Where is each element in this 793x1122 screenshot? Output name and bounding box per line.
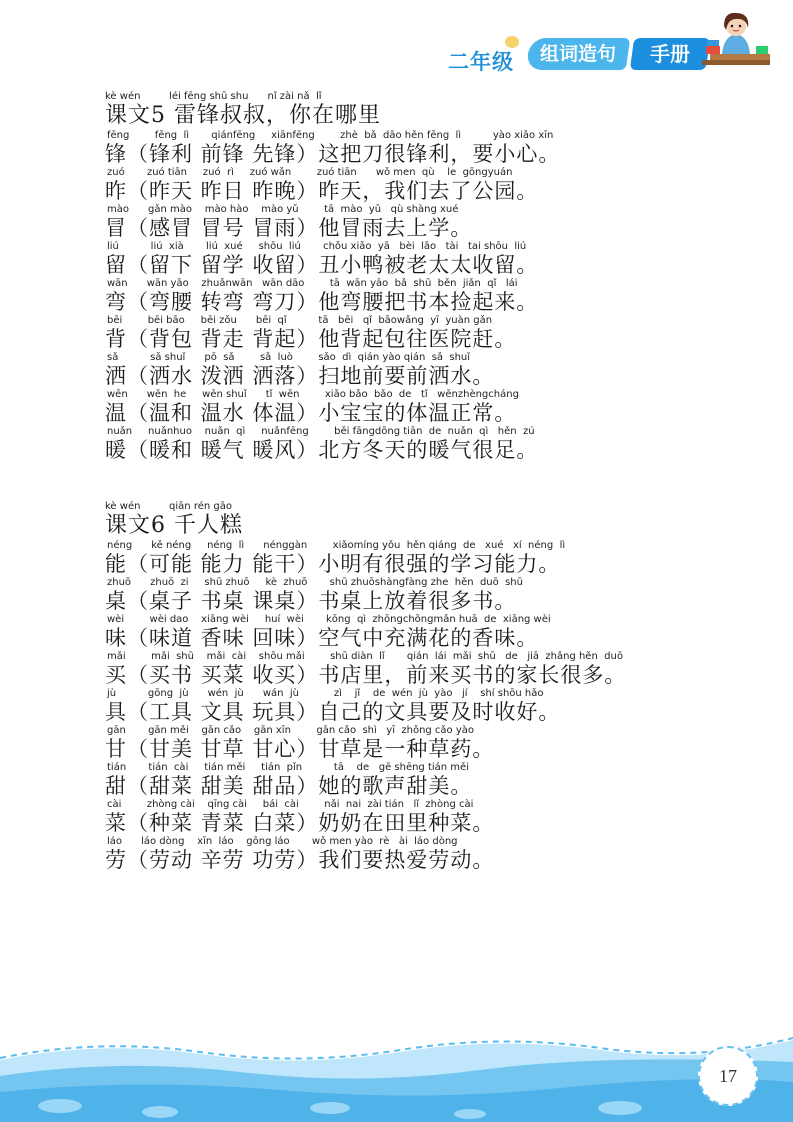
word-entry (105, 240, 745, 277)
entry-pinyin: tián tián cài tián měi tián pǐn tā de gē shēng tián měi (107, 762, 469, 773)
book-title-word: 组词造句 (539, 43, 616, 65)
entry-pinyin: fēng fēng lì qiánfēng xiānfēng zhè bǎ dāo hěn fēng lì yào xiǎo xīn (107, 130, 554, 141)
teacher-illustration-icon (700, 10, 772, 74)
entry-text: 弯（弯腰 转弯 弯刀）他弯腰把书本捡起来。 (105, 290, 539, 314)
entry-pinyin: mào gǎn mào mào hào mào yǔ tā mào yǔ qù shàng xué (107, 204, 459, 215)
word-entry (105, 166, 745, 203)
word-entry (105, 724, 745, 761)
decoration-dot (505, 36, 519, 48)
entry-text: 背（背包 背走 背起）他背起包往医院赶。 (105, 327, 517, 351)
entry-pinyin: wēn wēn he wēn shuǐ tǐ wēn xiǎo bǎo bǎo de tǐ wēnzhèngcháng (107, 389, 519, 400)
lesson-title-pinyin: kè wén qiān rén gāo (105, 501, 232, 512)
word-entry (105, 539, 745, 576)
page-number: 17 (698, 1046, 758, 1106)
entry-pinyin: sǎ sǎ shuǐ pō sǎ sǎ luò sǎo dì qián yào qián sǎ shuǐ (107, 352, 471, 363)
word-entry (105, 129, 745, 166)
entry-text: 锋（锋利 前锋 先锋）这把刀很锋利，要小心。 (105, 142, 561, 166)
entry-text: 甜（甜菜 甜美 甜品）她的歌声甜美。 (105, 774, 473, 798)
entry-text: 留（留下 留学 收留）丑小鸭被老太太收留。 (105, 253, 539, 277)
entry-text: 具（工具 文具 玩具）自己的文具要及时收好。 (105, 700, 561, 724)
word-entry (105, 613, 745, 650)
book-title-suffix: 手册 (650, 42, 690, 66)
lesson-title: 课文6 千人糕 (105, 513, 243, 538)
entry-text: 买（买书 买菜 收买）书店里，前来买书的家长很多。 (105, 663, 627, 687)
entry-text: 能（可能 能力 能干）小明有很强的学习能力。 (105, 552, 561, 576)
entry-pinyin: néng kě néng néng lì nénggàn xiǎomíng yǒu hěn qiáng de xué xí néng lì (107, 540, 566, 551)
lesson-title-pinyin: kè wén léi fēng shū shu nǐ zài nǎ lǐ (105, 91, 322, 102)
word-entry (105, 351, 745, 388)
entry-pinyin: zhuō zhuō zi shū zhuō kè zhuō shū zhuōshàngfàng zhe hěn duō shū (107, 577, 523, 588)
word-entry (105, 835, 745, 872)
word-entry (105, 798, 745, 835)
entry-pinyin: jù gōng jù wén jù wán jù zì jǐ de wén jù yào jí shí shōu hǎo (107, 688, 544, 699)
entry-pinyin: zuó zuó tiān zuó rì zuó wǎn zuó tiān wǒ men qù le gōngyuán (107, 167, 513, 178)
book-title-badge (526, 38, 630, 70)
word-entry (105, 687, 745, 724)
word-entry (105, 277, 745, 314)
entry-text: 桌（桌子 书桌 课桌）书桌上放着很多书。 (105, 589, 517, 613)
entry-text: 暖（暖和 暖气 暖风）北方冬天的暖气很足。 (105, 438, 539, 462)
entry-pinyin: liú liú xià liú xué shōu liú chǒu xiǎo yā bèi lǎo tài tai shōu liú (107, 241, 527, 252)
word-entry (105, 650, 745, 687)
entry-text: 冒（感冒 冒号 冒雨）他冒雨去上学。 (105, 216, 473, 240)
word-entry (105, 203, 745, 240)
lesson-title: 课文5 雷锋叔叔，你在哪里 (105, 103, 381, 128)
word-entry (105, 576, 745, 613)
lesson-title-block (105, 500, 745, 539)
entry-pinyin: cài zhòng cài qīng cài bái cài nǎi nai zài tián lǐ zhòng cài (107, 799, 474, 810)
word-entry (105, 761, 745, 798)
word-entry (105, 425, 745, 462)
entry-text: 昨（昨天 昨日 昨晚）昨天，我们去了公园。 (105, 179, 539, 203)
entry-text: 劳（劳动 辛劳 功劳）我们要热爱劳动。 (105, 848, 495, 872)
entry-pinyin: gān gān měi gān cǎo gān xīn gān cǎo shì yī zhǒng cǎo yào (107, 725, 475, 736)
page-header (0, 0, 793, 90)
grade-label: 二年级 (448, 50, 514, 74)
entry-text: 味（味道 香味 回味）空气中充满花的香味。 (105, 626, 539, 650)
entry-pinyin: mǎi mǎi shū mǎi cài shōu mǎi shū diàn lǐ qián lái mǎi shū de jiā zhǎng hěn duō (107, 651, 623, 662)
entry-text: 温（温和 温水 体温）小宝宝的体温正常。 (105, 401, 517, 425)
entry-pinyin: bēi bēi bāo bēi zǒu bēi qǐ tā bēi qǐ bāowǎng yī yuàn gǎn (107, 315, 493, 326)
entry-pinyin: nuǎn nuǎnhuo nuǎn qì nuǎnfēng běi fāngdōng tiān de nuǎn qì hěn zú (107, 426, 535, 437)
word-entry (105, 314, 745, 351)
entry-text: 甘（甘美 甘草 甘心）甘草是一种草药。 (105, 737, 495, 761)
entry-text: 洒（洒水 泼洒 洒落）扫地前要前洒水。 (105, 364, 495, 388)
entry-text: 菜（种菜 青菜 白菜）奶奶在田里种菜。 (105, 811, 495, 835)
entry-pinyin: wān wān yāo zhuǎnwān wān dāo tā wān yāo bǎ shū běn jiǎn qǐ lái (107, 278, 518, 289)
lesson-title-block (105, 90, 745, 129)
lesson-5 (105, 90, 745, 462)
word-entry (105, 388, 745, 425)
entry-pinyin: wèi wèi dao xiāng wèi huí wèi kōng qì zhōngchōngmǎn huā de xiāng wèi (107, 614, 551, 625)
footer-wave-decoration (0, 1020, 793, 1122)
entry-pinyin: láo láo dòng xīn láo gōng láo wǒ men yào rè ài láo dòng (107, 836, 458, 847)
lesson-6 (105, 500, 745, 872)
book-suffix-badge (630, 38, 710, 70)
